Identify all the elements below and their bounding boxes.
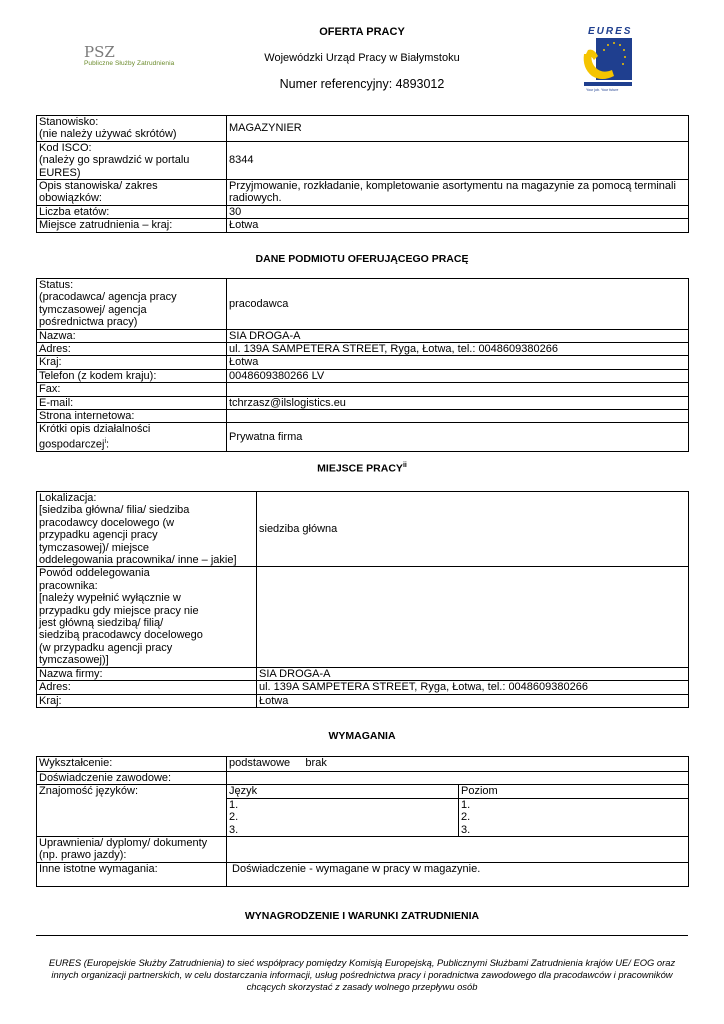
location-label: Lokalizacja: [siedziba główna/ filia/ siedziba pracodawcy docelowego (w przypadku agencji pracy tymczasowej)/ miejsce oddelegowania pracownika/ inne – jakie] [37, 492, 257, 567]
table-row [37, 862, 689, 886]
table-row [37, 219, 689, 232]
requirements-table [36, 756, 689, 887]
table-row [37, 141, 689, 179]
table-row [37, 205, 689, 218]
footnote-marker: ii [402, 462, 407, 469]
phone-label: Telefon (z kodem kraju): [37, 369, 227, 382]
experience-label: Doświadczenie zawodowe: [37, 772, 227, 785]
employer-name-label: Nazwa: [37, 329, 227, 342]
company-name-label: Nazwa firmy: [37, 667, 257, 680]
eures-logo-tagline: Your job. Your future [586, 88, 619, 92]
isco-label: Kod ISCO: (należy go sprawdzić w portalu EURES) [37, 141, 227, 179]
business-description-label-text: Krótki opis działalności gospodarczej [39, 423, 151, 451]
licenses-label: Uprawnienia/ dyplomy/ dokumenty (np. prawo jazdy): [37, 837, 227, 863]
business-description-value: Prywatna firma [227, 423, 689, 451]
positions-count-label: Liczba etatów: [37, 205, 227, 218]
business-description-label [37, 423, 227, 451]
employer-name-value: SIA DROGA-A [227, 329, 689, 342]
status-value: pracodawca [227, 279, 689, 330]
position-label: Stanowisko: (nie należy używać skrótów) [37, 116, 227, 142]
eures-logo-lettering: EURES [588, 26, 633, 37]
language-column-header: Język [227, 785, 459, 798]
education-label: Wykształcenie: [37, 757, 227, 772]
phone-value: 0048609380266 LV [227, 369, 689, 382]
website-value [227, 410, 689, 423]
table-row [37, 329, 689, 342]
footer-note: EURES (Europejskie Służby Zatrudnienia) to sieć współpracy pomiędzy Komisją Europejską, Publicznymi Służbami Zatrudnienia krajów UE/ EOG oraz innych organizacji partnerskich, w celu dostarczania informacji, usług pośrednictwa pracy i poradnictwa zawodowego dla pracodawców i pracowników chcących skorzystać z zasady wolnego przepływu osób [48, 957, 676, 992]
email-value: tchrzasz@ilslogistics.eu [227, 396, 689, 409]
table-row [37, 423, 689, 451]
workplace-country-label: Kraj: [37, 694, 257, 707]
workplace-address-value: ul. 139A SAMPETERA STREET, Ryga, Łotwa, tel.: 0048609380266 [257, 681, 689, 694]
employer-section-title: DANE PODMIOTU OFERUJĄCEGO PRACĘ [255, 253, 469, 265]
table-row [37, 837, 689, 863]
work-country-value: Łotwa [227, 219, 689, 232]
eures-logo-icon [578, 24, 636, 94]
table-row [37, 681, 689, 694]
workplace-title-text: MIEJSCE PRACY [317, 462, 403, 475]
document-title: OFERTA PRACY [319, 26, 405, 38]
table-row [37, 356, 689, 369]
office-name: Wojewódzki Urząd Pracy w Białymstoku [264, 52, 460, 64]
description-label: Opis stanowiska/ zakres obowiązków: [37, 180, 227, 206]
table-row [37, 492, 689, 567]
table-row [37, 757, 689, 772]
description-value: Przyjmowanie, rozkładanie, kompletowanie asortymentu na magazynie za pomocą terminali radiowych. [227, 180, 689, 206]
psz-logo [84, 44, 184, 72]
business-description-label-suffix: : [106, 438, 110, 451]
other-requirements-value: Doświadczenie - wymagane w pracy w magazynie. [227, 862, 689, 886]
employer-table [36, 278, 689, 452]
employer-country-label: Kraj: [37, 356, 227, 369]
table-row [37, 410, 689, 423]
fax-value [227, 383, 689, 396]
table-row [37, 667, 689, 680]
footer-divider [36, 935, 688, 936]
workplace-address-label: Adres: [37, 681, 257, 694]
positions-count-value: 30 [227, 205, 689, 218]
licenses-value [227, 837, 689, 863]
position-value: MAGAZYNIER [227, 116, 689, 142]
work-country-label: Miejsce zatrudnienia – kraj: [37, 219, 227, 232]
level-column-header: Poziom [459, 785, 689, 798]
email-label: E-mail: [37, 396, 227, 409]
level-list: 1. 2. 3. [459, 798, 689, 836]
footnote-marker: i [104, 437, 106, 445]
position-table [36, 115, 689, 233]
table-row [37, 396, 689, 409]
reference-number: Numer referencyjny: 4893012 [279, 77, 445, 91]
delegation-reason-value [257, 567, 689, 667]
table-row [37, 785, 689, 798]
table-row [37, 369, 689, 382]
eures-logo [578, 24, 636, 94]
requirements-section-title: WYMAGANIA [328, 730, 396, 742]
isco-value: 8344 [227, 141, 689, 179]
table-row [37, 279, 689, 330]
website-label: Strona internetowa: [37, 410, 227, 423]
experience-value [227, 772, 689, 785]
table-row [37, 694, 689, 707]
delegation-reason-label: Powód oddelegowania pracownika: [należy wypełnić wyłącznie w przypadku gdy miejsce pracy nie jest główną siedzibą/ filią/ siedzibą pracodawcy docelowego (w przypadku agencji pracy tymczasowej)] [37, 567, 257, 667]
table-row [37, 383, 689, 396]
location-value: siedziba główna [257, 492, 689, 567]
status-label: Status: (pracodawca/ agencja pracy tymczasowej/ agencja pośrednictwa pracy) [37, 279, 227, 330]
table-row [37, 343, 689, 356]
education-value: podstawowe brak [227, 757, 689, 772]
other-requirements-label: Inne istotne wymagania: [37, 862, 227, 886]
table-row [37, 567, 689, 667]
employer-address-value: ul. 139A SAMPETERA STREET, Ryga, Łotwa, tel.: 0048609380266 [227, 343, 689, 356]
psz-logo-subtitle: Publiczne Służby Zatrudnienia [84, 60, 175, 67]
fax-label: Fax: [37, 383, 227, 396]
employer-address-label: Adres: [37, 343, 227, 356]
workplace-section-title [0, 462, 724, 475]
psz-logo-mark: PSZ [84, 43, 115, 61]
language-list: 1. 2. 3. [227, 798, 459, 836]
salary-section-title: WYNAGRODZENIE I WARUNKI ZATRUDNIENIA [244, 910, 480, 922]
company-name-value: SIA DROGA-A [257, 667, 689, 680]
employer-country-value: Łotwa [227, 356, 689, 369]
table-row [37, 180, 689, 206]
languages-label: Znajomość języków: [37, 785, 227, 837]
table-row [37, 772, 689, 785]
table-row [37, 116, 689, 142]
workplace-country-value: Łotwa [257, 694, 689, 707]
workplace-table [36, 491, 689, 708]
